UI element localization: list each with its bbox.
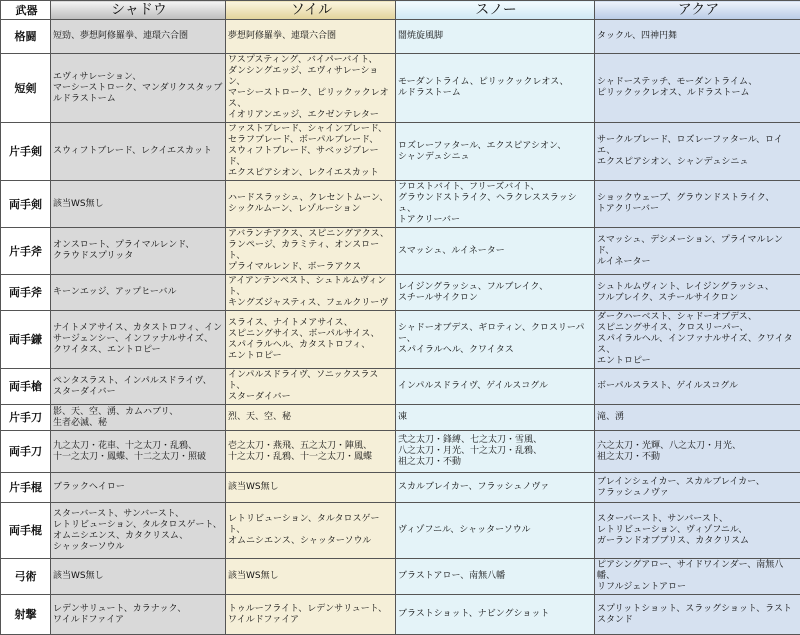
snow-cell: シャドーオブデス、ギロティン、クロスリーパー、 スパイラルヘル、クワイタス (396, 311, 595, 369)
soil-cell: 烈、天、空、秘 (226, 405, 396, 431)
snow-cell: モーダントライム、ピリックックレオス、 ルドラストーム (396, 54, 595, 123)
shadow-cell: 該当WS無し (51, 181, 226, 228)
table-row (1, 123, 800, 181)
aqua-cell: サークルブレード、ロズレーファタール、ロイエ、 エクスピアシオン、シャンデュシニュ (595, 123, 800, 181)
soil-cell: トゥルーフライト、レデンサリュート、 ワイルドファイア (226, 595, 396, 635)
aqua-cell: ピアシングアロー、サイドワインダー、南無八幡、 リフルジェントアロー (595, 559, 800, 595)
aqua-cell: シャドーステッチ、モーダントライム、 ピリックックレオス、ルドラストーム (595, 54, 800, 123)
aqua-cell: ショックウェーブ、グラウンドストライク、 トアクリーバー (595, 181, 800, 228)
snow-cell: フロストバイト、フリーズバイト、 グラウンドストライク、ヘラクレススラッシュ、 トアクリーバー (396, 181, 595, 228)
snow-cell: レイジングラッシュ、フルブレイク、 スチールサイクロン (396, 275, 595, 311)
table-row (1, 275, 800, 311)
snow-cell: ロズレーファタール、エクスピアシオン、 シャンデュシニュ (396, 123, 595, 181)
snow-cell: ブラストアロー、南無八幡 (396, 559, 595, 595)
soil-cell: 壱之太刀・燕飛、五之太刀・陣風、 十之太刀・乱鴉、十一之太刀・鳳蝶 (226, 431, 396, 473)
weapon-cell: 両手斧 (1, 275, 51, 311)
header-snow: スノー (396, 1, 595, 20)
aqua-cell: タックル、四神円舞 (595, 20, 800, 54)
shadow-cell: 短勁、夢想阿修羅拳、連環六合圏 (51, 20, 226, 54)
header-row (1, 1, 800, 20)
table-row (1, 311, 800, 369)
header-weapon: 武器 (1, 1, 51, 20)
shadow-cell: ペンタスラスト、インパルスドライヴ、 スターダイバー (51, 369, 226, 405)
weapon-cell: 両手刀 (1, 431, 51, 473)
snow-cell: ブラストショット、ナビングショット (396, 595, 595, 635)
aqua-cell: ボーパルスラスト、ゲイルスコグル (595, 369, 800, 405)
weapon-cell: 射撃 (1, 595, 51, 635)
shadow-cell: レデンサリュート、カラナック、 ワイルドファイア (51, 595, 226, 635)
table-row (1, 473, 800, 503)
weapon-cell: 片手斧 (1, 228, 51, 275)
weapon-cell: 両手鎌 (1, 311, 51, 369)
weapon-cell: 片手棍 (1, 473, 51, 503)
aqua-cell: スプリットショット、スラッグショット、ラストスタンド (595, 595, 800, 635)
weapon-cell: 短剣 (1, 54, 51, 123)
aqua-cell: スターバースト、サンバースト、 レトリビューション、ヴィゾフニル、 ガーランドオブブリス、カタクリスム (595, 503, 800, 559)
snow-cell: 闇焼旋風脚 (396, 20, 595, 54)
snow-cell: ヴィゾフニル、シャッターソウル (396, 503, 595, 559)
shadow-cell: エヴィサレーション、 マーシーストローク、マンダリクスタッブ ルドラストーム (51, 54, 226, 123)
header-shadow: シャドウ (51, 1, 226, 20)
soil-cell: 該当WS無し (226, 473, 396, 503)
table-row (1, 559, 800, 595)
table-row (1, 431, 800, 473)
aqua-cell: 滝、湧 (595, 405, 800, 431)
snow-cell: 弐之太刀・鋒縛、七之太刀・雪風、 八之太刀・月光、十之太刀・乱鴉、 祖之太刀・不動 (396, 431, 595, 473)
snow-cell: インパルスドライヴ、ゲイルスコグル (396, 369, 595, 405)
table-row (1, 503, 800, 559)
shadow-cell: ブラックヘイロー (51, 473, 226, 503)
shadow-cell: ナイトメアサイス、カタストロフィ、イン サージェンシー、インファナルサイズ、 クワイタス、エントロピー (51, 311, 226, 369)
header-soil: ソイル (226, 1, 396, 20)
soil-cell: アバランチアクス、スピニングアクス、 ランページ、カラミティ、オンスロート、 プライマルレンド、ボーラアクス (226, 228, 396, 275)
aqua-cell: ダークハーベスト、シャドーオブデス、 スピニングサイス、クロスリーパー、 スパイラルヘル、インファナルサイズ、クワイタス、 エントロピー (595, 311, 800, 369)
soil-cell: ハードスラッシュ、クレセントムーン、 シックルムーン、レゾルーション (226, 181, 396, 228)
weapon-cell: 両手剣 (1, 181, 51, 228)
soil-cell: 該当WS無し (226, 559, 396, 595)
table-body (1, 20, 800, 635)
shadow-cell: 九之太刀・花車、十之太刀・乱鴉、 十一之太刀・鳳蝶、十二之太刀・照破 (51, 431, 226, 473)
table-row (1, 228, 800, 275)
table-row (1, 20, 800, 54)
soil-cell: ワスプスティング、バイパーバイト、 ダンシングエッジ、エヴィサレーション、 マーシーストローク、ピリックックレオス、 イオリアンエッジ、エクゼンテレター (226, 54, 396, 123)
soil-cell: インパルスドライヴ、ソニックスラスト、 スターダイバー (226, 369, 396, 405)
shadow-cell: 該当WS無し (51, 559, 226, 595)
weapon-cell: 格闘 (1, 20, 51, 54)
snow-cell: スカルブレイカー、フラッシュノヴァ (396, 473, 595, 503)
soil-cell: スライス、ナイトメアサイス、 スピニングサイス、ボーパルサイス、 スパイラルヘル、カタストロフィ、 エントロピー (226, 311, 396, 369)
shadow-cell: キーンエッジ、アップヒーバル (51, 275, 226, 311)
snow-cell: スマッシュ、ルイネーター (396, 228, 595, 275)
shadow-cell: スウィフトブレード、レクイエスカット (51, 123, 226, 181)
aqua-cell: 六之太刀・光輝、八之太刀・月光、 祖之太刀・不動 (595, 431, 800, 473)
soil-cell: ファストブレード、シャインブレード、 セラフブレード、ボーパルブレード、 スウィフトブレード、サベッジブレード、 エクスピアシオン、レクイエスカット (226, 123, 396, 181)
header-aqua: アクア (595, 1, 800, 20)
soil-cell: アイアンテンペスト、シュトルムヴィント、 キングズジャスティス、フェルクリーヴ (226, 275, 396, 311)
table-row (1, 181, 800, 228)
shadow-cell: スターバースト、サンバースト、 レトリビューション、タルタロスゲート、 オムニシエンス、カタクリスム、 シャッターソウル (51, 503, 226, 559)
snow-cell: 凍 (396, 405, 595, 431)
soil-cell: レトリビューション、タルタロスゲート、 オムニシエンス、シャッターソウル (226, 503, 396, 559)
weapon-cell: 片手剣 (1, 123, 51, 181)
table-row (1, 405, 800, 431)
soil-cell: 夢想阿修羅拳、連環六合圏 (226, 20, 396, 54)
shadow-cell: 影、天、空、湧、カムハブリ、 生者必滅、秘 (51, 405, 226, 431)
table-row (1, 369, 800, 405)
aqua-cell: スマッシュ、デシメーション、プライマルレンド、 ルイネーター (595, 228, 800, 275)
weapon-cell: 片手刀 (1, 405, 51, 431)
weapon-cell: 両手槍 (1, 369, 51, 405)
weapon-cell: 弓術 (1, 559, 51, 595)
shadow-cell: オンスロート、プライマルレンド、 クラウドスプリッタ (51, 228, 226, 275)
table-row (1, 595, 800, 635)
table-row (1, 54, 800, 123)
aqua-cell: シュトルムヴィント、レイジングラッシュ、 フルブレイク、スチールサイクロン (595, 275, 800, 311)
aqua-cell: ブレインシェイカー、スカルブレイカー、 フラッシュノヴァ (595, 473, 800, 503)
weapon-cell: 両手棍 (1, 503, 51, 559)
